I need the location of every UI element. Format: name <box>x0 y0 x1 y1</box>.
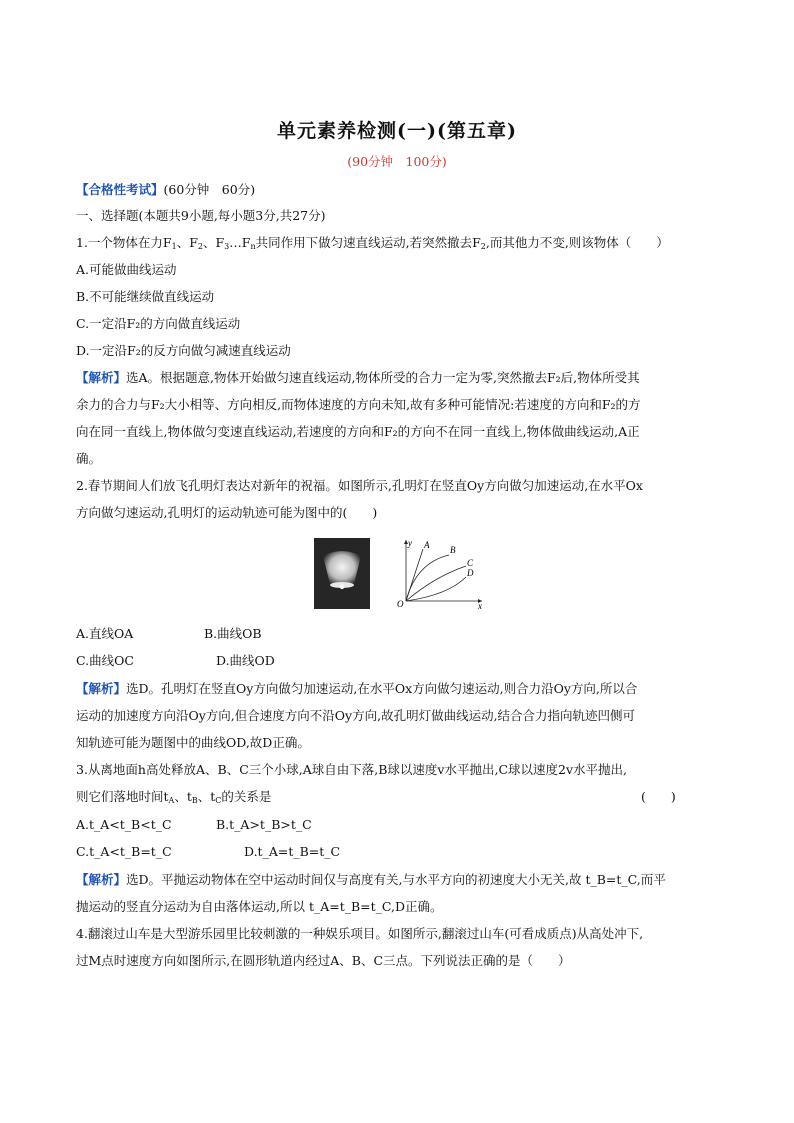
question-3-stem-line-1: 3.从离地面h高处释放A、B、C三个小球,A球自由下落,B球以速度v水平抛出,C球以速度2v水平抛出, <box>76 762 628 777</box>
y-axis-label: y <box>408 538 412 548</box>
question-3-options-row-2 <box>76 843 340 861</box>
question-2-options-row-2 <box>76 652 275 670</box>
section-label: 【合格性考试】 <box>76 182 164 197</box>
curve-c-label: C <box>467 558 474 568</box>
question-3-options-row-1 <box>76 816 312 834</box>
question-3-answer-blank: ( ) <box>641 789 676 804</box>
question-1-option-b: B.不可能继续做直线运动 <box>76 289 215 304</box>
question-3-option-c: C.t_A<t_B=t_C <box>76 844 172 859</box>
question-1-stem: 1.一个物体在力$F_1$、$F_2$、$F_3\dots F_n$共同作用下做匀速直线运动,若突然撤去$F_2$,而其他力不变,则该物体（ ） <box>76 235 669 251</box>
trajectory-graph <box>394 537 486 611</box>
question-2-option-a: A.直线OA <box>76 626 134 641</box>
curve-c <box>406 566 466 601</box>
question-3-analysis-line-1: 【解析】选D。平抛运动物体在空中运动时间仅与高度有关,与水平方向的初速度大小无关,故 t_B=t_C,而平 <box>76 872 666 887</box>
question-4-stem-line-2: 过M点时速度方向如图所示,在圆形轨道内经过A、B、C三点。下列说法正确的是（ ） <box>76 953 571 968</box>
question-1-analysis-line-2: 余力的合力与F₂大小相等、方向相反,而物体速度的方向未知,故有多种可能情况:若速度的方向和F₂的方 <box>76 397 641 412</box>
question-1-option-c: C.一定沿F₂的方向做直线运动 <box>76 316 241 331</box>
question-1-option-a: A.可能做曲线运动 <box>76 262 177 277</box>
question-1-option-d: D.一定沿F₂的反方向做匀减速直线运动 <box>76 343 291 358</box>
section-heading <box>76 181 255 199</box>
question-2-option-d: D.曲线OD <box>216 653 275 668</box>
question-3-option-a: A.t_A<t_B<t_C <box>76 817 172 832</box>
question-2-option-c: C.曲线OC <box>76 653 134 668</box>
analysis-label: 【解析】 <box>76 681 127 696</box>
question-2-analysis-line-3: 知轨迹可能为题图中的曲线OD,故D正确。 <box>76 735 310 750</box>
question-2-analysis-line-1: 【解析】选D。孔明灯在竖直Oy方向做匀加速运动,在水平Ox方向做匀速运动,则合力沿Oy方向,所以合 <box>76 681 638 696</box>
x-axis-label: x <box>478 601 482 611</box>
question-3-stem-line-2: 则它们落地时间$t_A$、$t_B$、$t_C$的关系是 ( ) <box>76 789 676 805</box>
question-2-options-row-1 <box>76 625 262 643</box>
question-3-option-b: B.t_A>t_B>t_C <box>216 817 312 832</box>
question-3-option-d: D.t_A=t_B=t_C <box>244 844 341 859</box>
question-2-stem-line-2: 方向做匀速运动,孔明灯的运动轨迹可能为图中的( ) <box>76 505 378 520</box>
analysis-label: 【解析】 <box>76 872 127 887</box>
curve-b-label: B <box>450 545 456 555</box>
curve-b <box>406 555 449 601</box>
page-title: 单元素养检测(一)(第五章) <box>277 120 517 142</box>
question-4-stem-line-1: 4.翻滚过山车是大型游乐园里比较刺激的一种娱乐项目。如图所示,翻滚过山车(可看成质点)从高处冲下, <box>76 926 644 941</box>
page-subtitle: (90分钟 100分) <box>347 154 447 169</box>
question-2-option-b: B.曲线OB <box>204 626 262 641</box>
section-time-score: (60分钟 60分) <box>163 182 256 197</box>
question-3-analysis-line-2: 抛运动的竖直分运动为自由落体运动,所以 t_A=t_B=t_C,D正确。 <box>76 899 443 914</box>
origin-label: O <box>397 599 404 609</box>
curve-d-label: D <box>467 568 474 578</box>
part-heading: 一、选择题(本题共9小题,每小题3分,共27分) <box>76 208 326 223</box>
question-1-analysis-line-3: 向在同一直线上,物体做匀变速直线运动,若速度的方向和F₂的方向不在同一直线上,物体做曲线运动,A正 <box>76 424 640 439</box>
analysis-label: 【解析】 <box>76 370 127 385</box>
question-2-stem-line-1: 2.春节期间人们放飞孔明灯表达对新年的祝福。如图所示,孔明灯在竖直Oy方向做匀加速运动,在水平Ox <box>76 478 643 493</box>
question-2-analysis-line-2: 运动的加速度方向沿Oy方向,但合速度方向不沿Oy方向,故孔明灯做曲线运动,结合合力指向轨迹凹侧可 <box>76 708 636 723</box>
question-1-analysis-line-1: 【解析】选A。根据题意,物体开始做匀速直线运动,物体所受的合力一定为零,突然撤去F₂后,物体所受其 <box>76 370 640 385</box>
sky-lantern-photo <box>314 538 370 609</box>
curve-d <box>406 577 466 601</box>
question-1-analysis-line-4: 确。 <box>76 451 102 466</box>
curve-a-label: A <box>424 540 430 550</box>
